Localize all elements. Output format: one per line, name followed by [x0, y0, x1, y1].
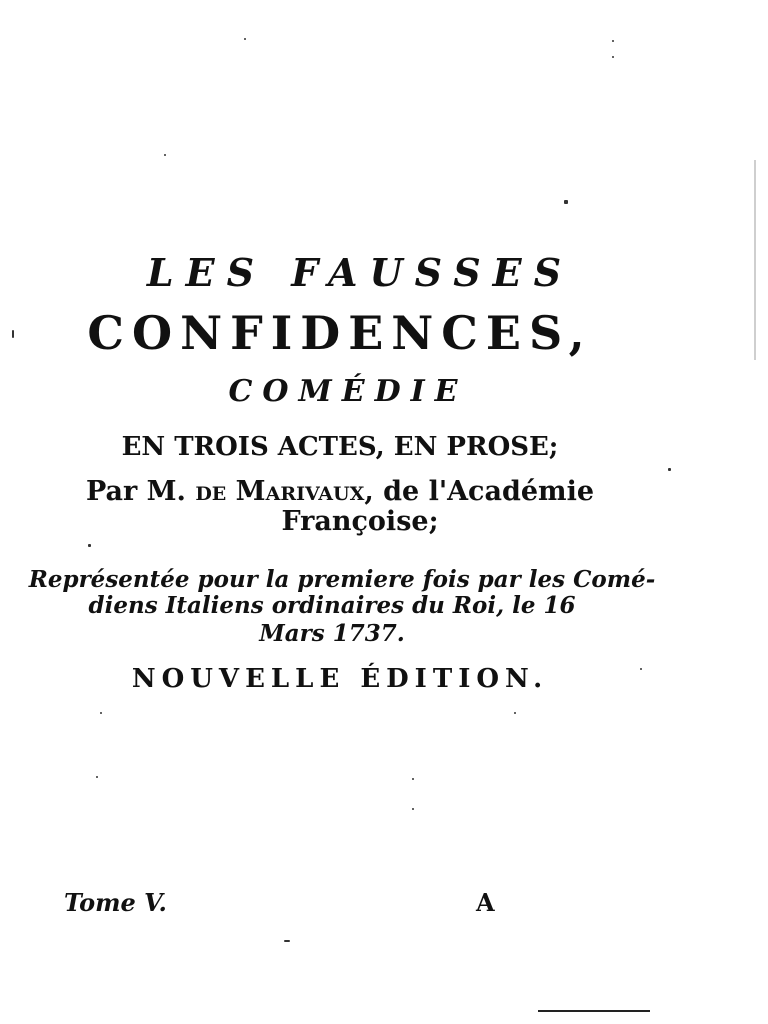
ink-speck [100, 712, 102, 714]
ink-speck [564, 200, 568, 204]
ink-speck [164, 154, 166, 156]
performance-date-line: Mars 1737. [259, 620, 405, 647]
ink-speck [668, 468, 671, 471]
author-name: de Marivaux [195, 476, 365, 507]
ink-speck [412, 778, 414, 780]
performance-line-2: diens Italiens ordinaires du Roi, le 16 [88, 592, 576, 619]
bottom-rule [538, 1010, 650, 1012]
ink-speck [612, 56, 614, 58]
ink-speck [12, 330, 14, 338]
page-edge-shadow [754, 160, 756, 360]
ink-speck [412, 808, 414, 810]
genre-line: COMÉDIE [228, 374, 468, 409]
tome-label: Tome V. [64, 888, 167, 917]
title-line-confidences: CONFIDENCES, [87, 306, 593, 360]
ink-speck [514, 712, 516, 714]
ink-speck [640, 668, 642, 670]
author-prefix: Par M. [85, 476, 196, 507]
ink-speck [612, 40, 614, 42]
title-line-les-fausses: LES FAUSSES [146, 250, 574, 295]
academy-line: Françoise; [281, 506, 439, 537]
performance-line-1: Représentée pour la premiere fois par les Comé- [28, 566, 656, 593]
ink-speck [244, 38, 246, 40]
signature-mark: A [476, 888, 495, 917]
acts-line: EN TROIS ACTES, EN PROSE; [121, 432, 559, 462]
ink-speck [96, 776, 98, 778]
author-line [0, 476, 680, 507]
edition-line: NOUVELLE ÉDITION. [131, 664, 549, 694]
ink-speck [88, 544, 91, 547]
ink-speck [284, 940, 290, 942]
author-suffix: , de l'Académie [364, 476, 595, 507]
